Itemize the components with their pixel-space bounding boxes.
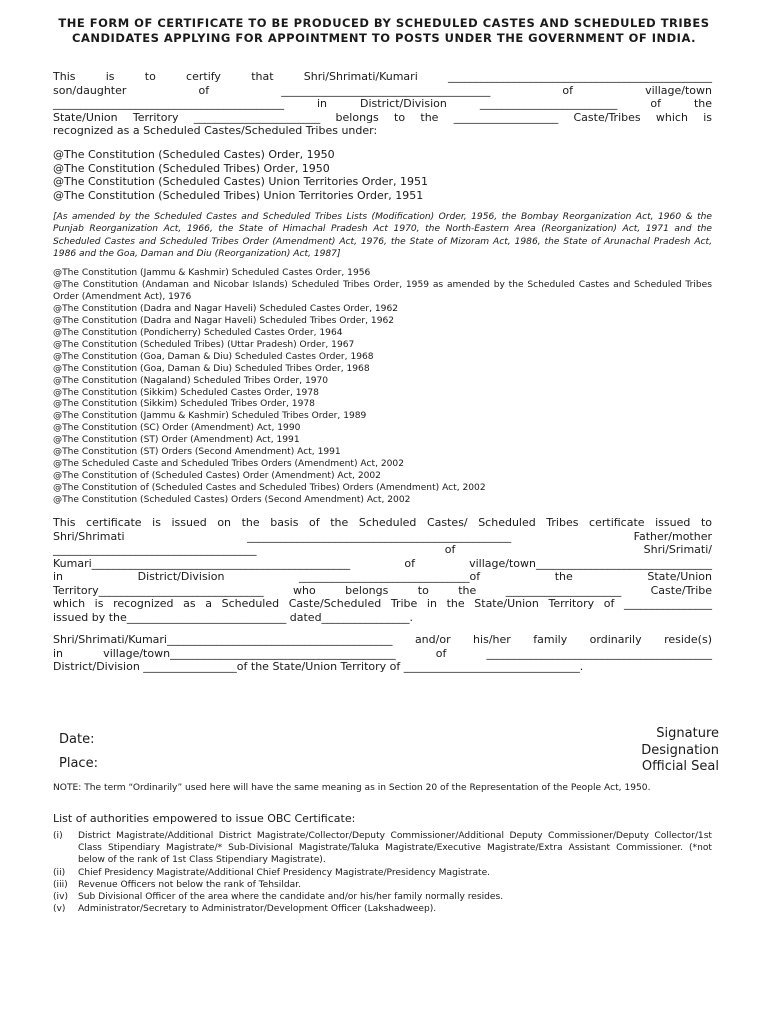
designation-label: Designation (641, 742, 719, 758)
order-item: @The Constitution (Nagaland) Scheduled Tribes Order, 1970 (53, 375, 329, 386)
order-item: @The Constitution (Scheduled Tribes) Union Territories Order, 1951 (53, 188, 424, 202)
authority-number: (i) (53, 831, 63, 841)
order-item: @The Constitution (Scheduled Tribes) Order, 1950 (53, 161, 330, 175)
order-item: @The Constitution (ST) Order (Amendment) Act, 1991 (53, 435, 300, 446)
order-item: @The Constitution (Scheduled Tribes) (Uttar Pradesh) Order, 1967 (53, 339, 355, 350)
order-item: @The Constitution of (Scheduled Castes) Order (Amendment) Act, 2002 (53, 471, 381, 482)
order-item: @The Constitution (Jammu & Kashmir) Scheduled Castes Order, 1956 (53, 268, 371, 278)
order-item: @The Scheduled Caste and Scheduled Tribes Orders (Amendment) Act, 2002 (53, 459, 404, 470)
order-item: @The Constitution (Dadra and Nagar Haveli) Scheduled Tribes Order, 1962 (53, 315, 395, 326)
order-item: @The Constitution (ST) Orders (Second Amendment) Act, 1991 (53, 447, 341, 458)
order-item: @The Constitution (Goa, Daman & Diu) Scheduled Tribes Order, 1968 (53, 363, 370, 374)
authority-text: Administrator/Secretary to Administrator/Development Officer (Lakshadweep). (78, 904, 437, 915)
issued-line: Kumari_______________________________________________ of village/town________________________________ (53, 556, 712, 570)
authority-text: Chief Presidency Magistrate/Additional Chief Presidency Magistrate/Presidency Magistrate. (78, 867, 491, 878)
certify-paragraph (53, 70, 712, 138)
reside-line: in village/town_________________________________________ of _________________________________________ (53, 646, 712, 660)
issued-line: in District/Division _______________________________of the State/Union (53, 570, 712, 583)
authority-item (53, 891, 712, 903)
official-seal-label: Official Seal (641, 759, 719, 774)
reside-line: District/Division _________________of the State/Union Territory of ________________________________. (53, 660, 584, 673)
order-item: @The Constitution of (Scheduled Castes and Scheduled Tribes) Orders (Amendment) Act, 2002 (53, 483, 486, 494)
order-item: @The Constitution (Sikkim) Scheduled Castes Order, 1978 (53, 387, 319, 398)
authority-item (53, 879, 712, 891)
authorities-list (53, 830, 712, 915)
issued-line: Shri/Shrimati ________________________________________________ Father/mother (53, 529, 712, 543)
order-item: @The Constitution (Pondicherry) Scheduled Castes Order, 1964 (53, 327, 343, 338)
main-orders-list (53, 148, 712, 202)
certify-line: __________________________________________ in District/Division _________________________ of the (53, 97, 712, 110)
authority-number: (v) (53, 904, 66, 915)
additional-orders-list (53, 268, 712, 507)
order-item: @The Constitution (SC) Order (Amendment) Act, 1990 (53, 423, 301, 434)
issued-line: issued by the_____________________________ dated________________. (53, 610, 414, 624)
authority-text: District Magistrate/Additional District Magistrate/Collector/Deputy Commissioner/Additional Deputy Commissioner/Deputy Collector/1st Class Stipendiary Magistrate/* Sub-Divisional Magistrate/Taluka Magistrate/Executive Magistrate/Extra Assistant Commissioner. (*not below of the rank of 1st Class Stipendiary Magistrate). (78, 831, 712, 866)
ordinarily-note: NOTE: The term “Ordinarily” used here will have the same meaning as in Section 20 of the Representation of the People Act, 1950. (53, 783, 651, 793)
order-item: @The Constitution (Scheduled Castes) Union Territories Order, 1951 (53, 175, 429, 189)
reside-line: Shri/Shrimati/Kumari_________________________________________ and/or his/her family ordinarily reside(s) (53, 633, 712, 646)
authority-item (53, 903, 712, 915)
amendment-note: [As amended by the Scheduled Castes and Scheduled Tribes Lists (Modification) Order, 1956, the Bombay Reorganization Act, 1960 & the Punjab Reorganization Act, 1966, the State of Himachal Pradesh Act 1970, the North-Eastern Area (Reorganization) Act, 1971 and the Scheduled Castes and Scheduled Tribes Order (Amendment) Act, 1976, the State of Mizoram Act, 1986, the State of Arunachal Pradesh Act, 1986 and the Goa, Daman and Diu (Reorganization) Act, 1987] (53, 212, 712, 259)
order-item: @The Constitution (Sikkim) Scheduled Tribes Order, 1978 (53, 399, 315, 410)
certify-line: This is to certify that Shri/Shrimati/Kumari ________________________________________________ (53, 70, 712, 83)
authority-item (53, 830, 712, 867)
signature-block (641, 726, 719, 776)
authority-text: Sub Divisional Officer of the area where the candidate and/or his/her family normally resides. (78, 892, 504, 903)
order-item: @The Constitution (Scheduled Castes) Orders (Second Amendment) Act, 2002 (53, 495, 411, 506)
certify-line: State/Union Territory _______________________ belongs to the ___________________ Caste/Tribes which is (53, 110, 712, 124)
issued-line: Territory______________________________ who belongs to the _____________________ Caste/Tribe (53, 583, 712, 597)
page-title: THE FORM OF CERTIFICATE TO BE PRODUCED BY SCHEDULED CASTES AND SCHEDULED TRIBES CANDIDATES APPLYING FOR APPOINTMENT TO POSTS UNDER THE GOVERNMENT OF INDIA. (58, 16, 710, 45)
order-item: @The Constitution (Scheduled Castes) Order, 1950 (53, 148, 335, 161)
authority-number: (ii) (53, 867, 66, 878)
issued-line: which is recognized as a Scheduled Caste/Scheduled Tribe in the State/Union Territory of ________________ (53, 597, 712, 610)
order-item: @The Constitution (Jammu & Kashmir) Scheduled Tribes Order, 1989 (53, 411, 367, 422)
issued-paragraph (53, 516, 712, 624)
certify-line: son/daughter of ______________________________________ of village/town (53, 83, 712, 97)
date-label: Date: (59, 732, 95, 747)
issued-line: _____________________________________ of Shri/Srimati/ (53, 543, 712, 556)
place-label: Place: (59, 756, 98, 771)
certify-line: recognized as a Scheduled Castes/Scheduled Tribes under: (53, 124, 378, 137)
signature-label: Signature (656, 726, 719, 741)
authority-number: (iii) (53, 879, 68, 890)
order-item: @The Constitution (Goa, Daman & Diu) Scheduled Castes Order, 1968 (53, 351, 374, 362)
issued-line: This certificate is issued on the basis of the Scheduled Castes/ Scheduled Tribes certificate issued to (53, 516, 712, 529)
authority-item (53, 867, 712, 879)
reside-paragraph (53, 633, 712, 674)
order-item: @The Constitution (Andaman and Nicobar Islands) Scheduled Tribes Order, 1959 as amended by the Scheduled Castes and Scheduled Tribes Order (Amendment Act), 1976 (53, 279, 712, 302)
authority-number: (iv) (53, 892, 69, 903)
authority-text: Revenue Officers not below the rank of Tehsildar. (78, 879, 301, 890)
authorities-heading: List of authorities empowered to issue OBC Certificate: (53, 812, 356, 825)
order-item: @The Constitution (Dadra and Nagar Haveli) Scheduled Castes Order, 1962 (53, 303, 399, 314)
